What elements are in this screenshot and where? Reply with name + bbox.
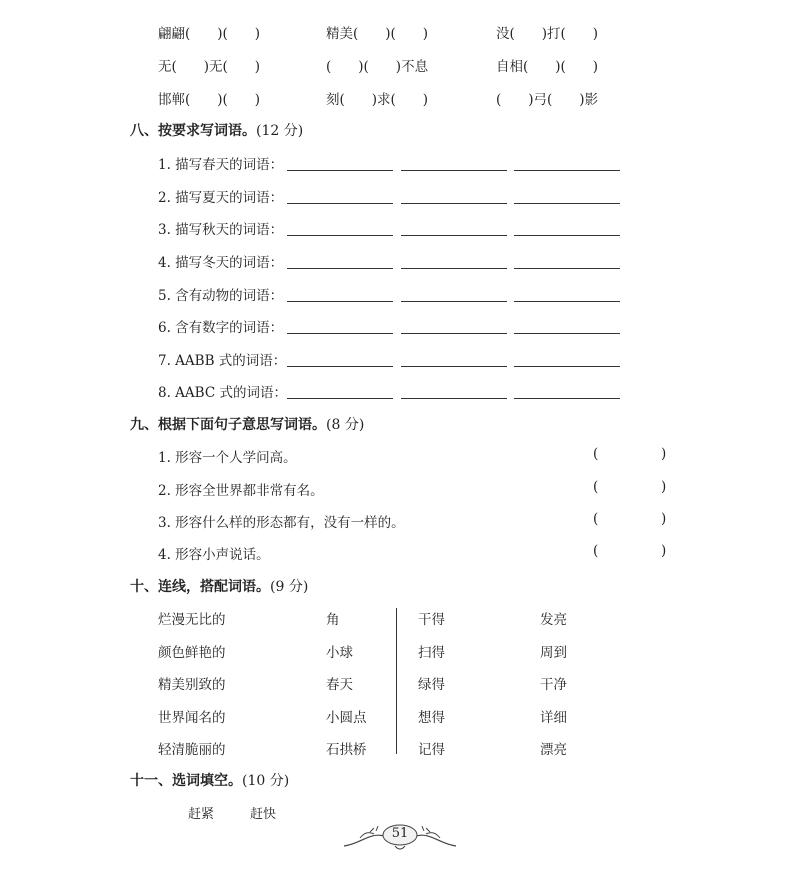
- answer-blank[interactable]: [401, 187, 507, 204]
- section-11-score: (10 分): [242, 773, 290, 789]
- question-label: 7. AABB 式的词语：: [158, 353, 287, 369]
- idiom-cell: 没( )打( ): [496, 26, 599, 42]
- section-11-heading: 十一、选词填空。: [130, 773, 242, 789]
- section-10-heading: 十、连线，搭配词语。: [130, 579, 270, 595]
- paren-left: (: [593, 446, 599, 462]
- match-phrase[interactable]: 轻清脆丽的: [158, 742, 226, 758]
- question-label: 2. 描写夏天的词语：: [158, 190, 284, 206]
- match-verb[interactable]: 绿得: [418, 677, 445, 693]
- answer-blank[interactable]: [514, 187, 620, 204]
- match-noun[interactable]: 小球: [326, 645, 353, 661]
- answer-parentheses[interactable]: [593, 543, 667, 559]
- match-verb[interactable]: 想得: [418, 710, 445, 726]
- paren-right: ): [661, 511, 667, 527]
- match-phrase[interactable]: 精美别致的: [158, 677, 226, 693]
- question-label: 2. 形容全世界都非常有名。: [158, 483, 324, 499]
- answer-parentheses[interactable]: [593, 479, 667, 495]
- match-noun[interactable]: 石拱桥: [326, 742, 367, 758]
- answer-blank[interactable]: [401, 317, 507, 334]
- idiom-cell: 邯郸( )( ): [158, 92, 261, 108]
- paren-left: (: [593, 511, 599, 527]
- answer-blank[interactable]: [287, 382, 393, 399]
- match-complement[interactable]: 发亮: [540, 612, 567, 628]
- answer-blank[interactable]: [514, 285, 620, 302]
- idiom-cell: ( )弓( )影: [496, 92, 599, 108]
- question-label: 5. 含有动物的词语：: [158, 288, 284, 304]
- idiom-cell: 精美( )( ): [326, 26, 429, 42]
- column-divider: [396, 608, 397, 754]
- match-verb[interactable]: 记得: [418, 742, 445, 758]
- choice-word: 赶快: [250, 807, 277, 822]
- question-label: 4. 形容小声说话。: [158, 547, 270, 563]
- match-phrase[interactable]: 烂漫无比的: [158, 612, 226, 628]
- answer-blank[interactable]: [287, 187, 393, 204]
- paren-right: ): [661, 446, 667, 462]
- section-10-title: [130, 576, 308, 596]
- section-10-score: (9 分): [270, 579, 309, 595]
- answer-blank[interactable]: [401, 154, 507, 171]
- idiom-cell: ( )( )不息: [326, 59, 429, 75]
- answer-blank[interactable]: [401, 285, 507, 302]
- answer-blank[interactable]: [514, 252, 620, 269]
- answer-parentheses[interactable]: [593, 511, 667, 527]
- answer-blank[interactable]: [514, 154, 620, 171]
- match-phrase[interactable]: 颜色鲜艳的: [158, 645, 226, 661]
- answer-blank[interactable]: [287, 285, 393, 302]
- question-label: 3. 描写秋天的词语：: [158, 222, 284, 238]
- answer-blank[interactable]: [401, 350, 507, 367]
- answer-blank[interactable]: [287, 154, 393, 171]
- question-label: 3. 形容什么样的形态都有，没有一样的。: [158, 515, 405, 531]
- match-noun[interactable]: 小圆点: [326, 710, 367, 726]
- question-label: 1. 描写春天的词语：: [158, 157, 284, 173]
- idiom-cell: 自相( )( ): [496, 59, 599, 75]
- idiom-cell: 翩翩( )( ): [158, 26, 261, 42]
- answer-blank[interactable]: [514, 219, 620, 236]
- question-label: 1. 形容一个人学问高。: [158, 450, 297, 466]
- section-11-title: [130, 770, 289, 790]
- section-9-title: [130, 414, 364, 434]
- answer-blank[interactable]: [287, 219, 393, 236]
- match-complement[interactable]: 漂亮: [540, 742, 567, 758]
- question-label: 4. 描写冬天的词语：: [158, 255, 284, 271]
- answer-blank[interactable]: [514, 382, 620, 399]
- section-8-title: [130, 120, 303, 140]
- match-verb[interactable]: 干得: [418, 612, 445, 628]
- section-8-heading: 八、按要求写词语。: [130, 123, 256, 139]
- paren-right: ): [661, 479, 667, 495]
- match-noun[interactable]: 角: [326, 612, 340, 628]
- match-noun[interactable]: 春天: [326, 677, 353, 693]
- match-complement[interactable]: 干净: [540, 677, 567, 693]
- question-label: 8. AABC 式的词语：: [158, 385, 287, 401]
- question-label: 6. 含有数字的词语：: [158, 320, 284, 336]
- idiom-cell: 刻( )求( ): [326, 92, 429, 108]
- answer-blank[interactable]: [514, 317, 620, 334]
- match-complement[interactable]: 周到: [540, 645, 567, 661]
- answer-blank[interactable]: [514, 350, 620, 367]
- paren-left: (: [593, 479, 599, 495]
- answer-parentheses[interactable]: [593, 446, 667, 462]
- answer-blank[interactable]: [287, 317, 393, 334]
- idiom-cell: 无( )无( ): [158, 59, 261, 75]
- section-9-heading: 九、根据下面句子意思写词语。: [130, 417, 326, 433]
- match-verb[interactable]: 扫得: [418, 645, 445, 661]
- answer-blank[interactable]: [287, 350, 393, 367]
- answer-blank[interactable]: [401, 252, 507, 269]
- match-phrase[interactable]: 世界闻名的: [158, 710, 226, 726]
- match-complement[interactable]: 详细: [540, 710, 567, 726]
- section-9-score: (8 分): [326, 417, 365, 433]
- answer-blank[interactable]: [401, 382, 507, 399]
- paren-left: (: [593, 543, 599, 559]
- answer-blank[interactable]: [287, 252, 393, 269]
- section-8-score: (12 分): [256, 123, 304, 139]
- paren-right: ): [661, 543, 667, 559]
- choice-word: 赶紧: [188, 807, 215, 822]
- answer-blank[interactable]: [401, 219, 507, 236]
- page-number: 51: [391, 826, 409, 841]
